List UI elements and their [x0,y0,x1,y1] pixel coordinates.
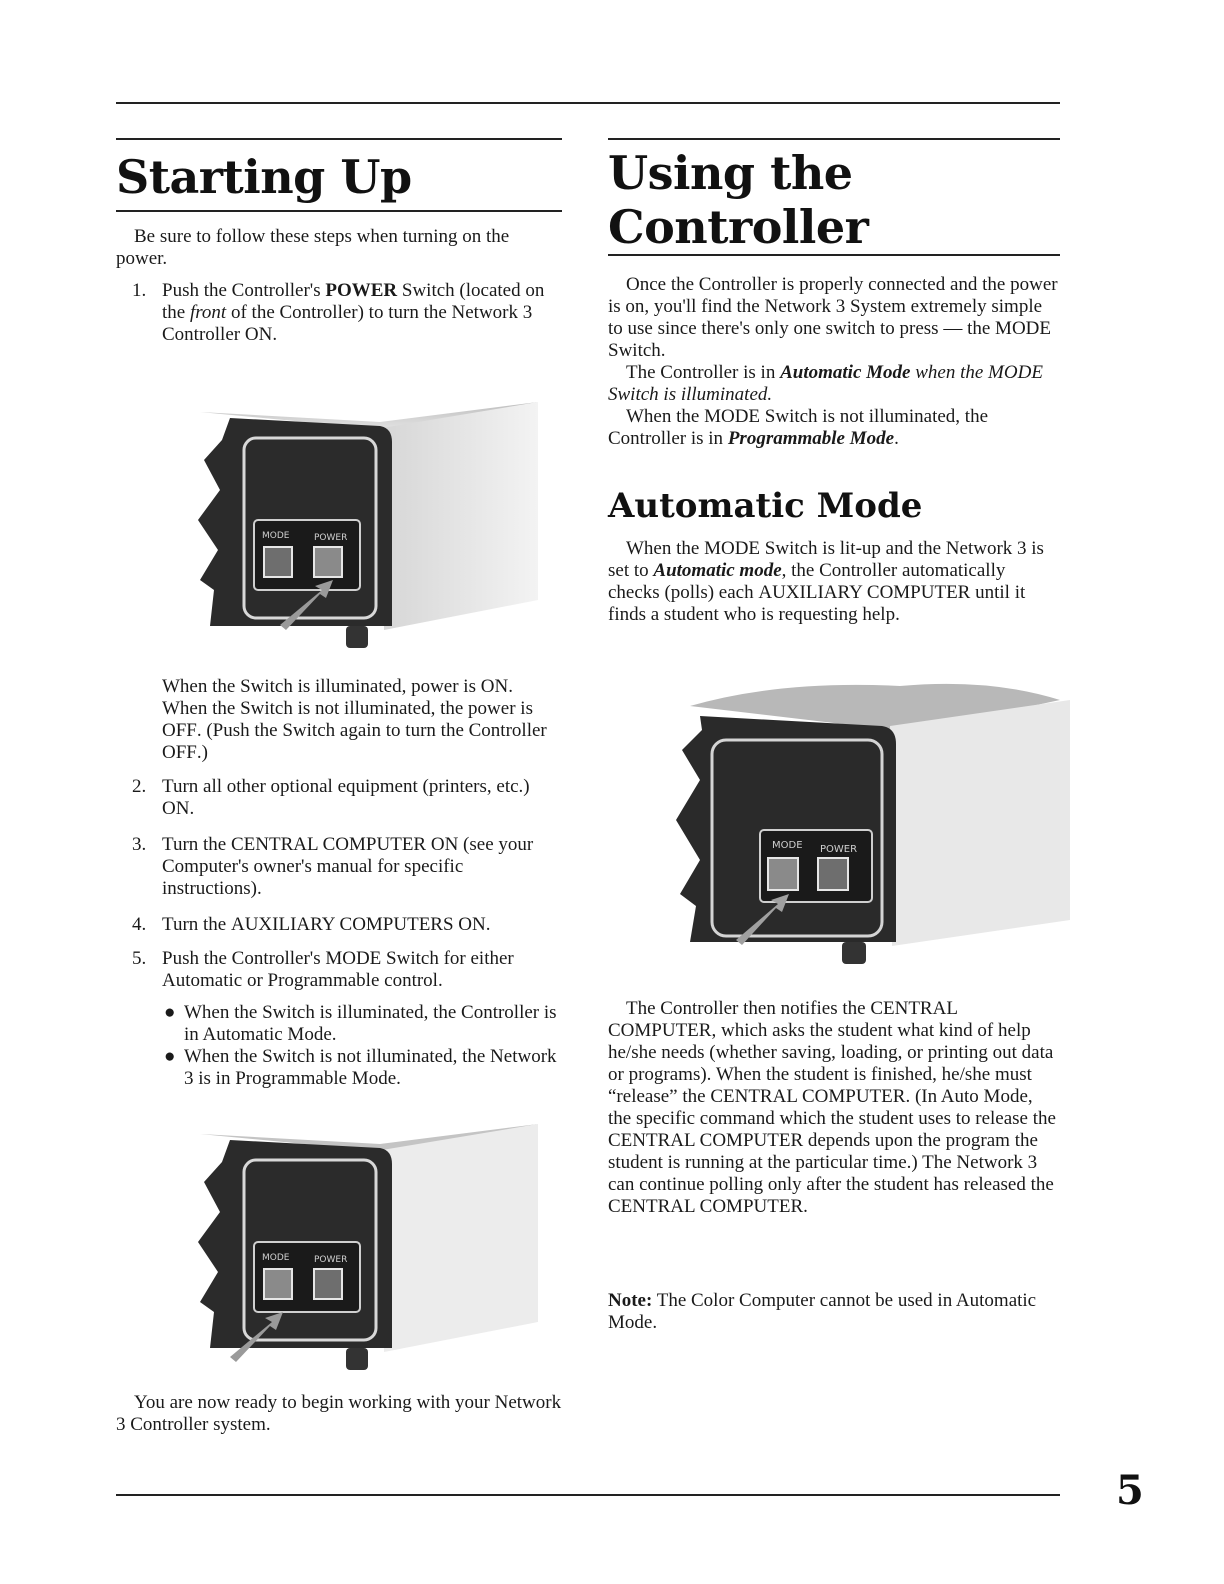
using-controller-body [608,274,1060,450]
starting-up-title: Starting Up [116,150,412,204]
top-rule [116,102,1060,104]
power-label-2: POWER [314,1255,348,1265]
using-controller-title: Using the Controller [608,146,869,254]
bottom-rule [116,1494,1060,1496]
step-5: 5. Push the Controller's MODE Switch for either Automatic or Programmable control. [132,948,514,991]
automatic-p1: When the MODE Switch is lit-up and the Network 3 is set to Automatic mode, the Controller automatically checks (polls) each AUXILIARY COMPUTER until it finds a student who is requesting help. [608,538,1044,625]
closing-text: You are now ready to begin working with your Network 3 Controller system. [116,1392,562,1435]
page-number: 5 [1116,1467,1144,1514]
using-p2: The Controller is in Automatic Mode when the MODE Switch is illuminated. [608,362,1043,405]
power-switch-2 [314,1269,342,1299]
mode-switch-1 [264,547,292,577]
power-keyword: POWER [325,280,398,301]
mode-bullets [116,1002,562,1090]
power-switch-3 [818,858,848,890]
controller-photo-2 [170,1112,550,1382]
mode-label-1: MODE [262,531,290,541]
bullet-icon: ● [164,1046,176,1067]
right-heading-bottom-rule [608,254,1060,256]
left-heading-top-rule [116,138,562,140]
bullet-programmable: ● When the Switch is not illuminated, the Network 3 is in Programmable Mode. [164,1046,557,1089]
mode-label-3: MODE [772,840,803,851]
left-heading-bottom-rule [116,210,562,212]
power-switch-1 [314,547,342,577]
right-heading-top-rule [608,138,1060,140]
controller-photo-1 [170,390,550,660]
note-label: Note: [608,1290,653,1311]
bullet-icon: ● [164,1002,176,1023]
power-label-3: POWER [820,844,858,855]
starting-up-intro: Be sure to follow these steps when turning on the power. [116,226,510,269]
step-1: 1. Push the Controller's POWER Switch (located on the front of the Controller) to turn the Network 3 Controller ON. [132,280,545,345]
automatic-mode-title: Automatic Mode [608,486,923,526]
after-step-1-text: When the Switch is illuminated, power is ON. When the Switch is not illuminated, the power is OFF. (Push the Switch again to turn the Controller OFF.) [162,676,547,763]
using-p3: When the MODE Switch is not illuminated, the Controller is in Programmable Mode. [608,406,989,449]
step-1-number: 1. [132,280,147,301]
step-4: 4. Turn the AUXILIARY COMPUTERS ON. [132,914,491,935]
mode-switch-2 [264,1269,292,1299]
automatic-p2: The Controller then notifies the CENTRAL COMPUTER, which asks the student what kind of help he/she needs (whether saving, loading, or printing out data or programs). When the student is finished, he/she must “release” the CENTRAL COMPUTER. (In Auto Mode, the specific command which the student uses to release the CENTRAL COMPUTER depends upon the program the student is running at the particular time.) The Network 3 can continue polling only after the student has released the CENTRAL COMPUTER. [608,998,1056,1217]
note: Note: The Color Computer cannot be used in Automatic Mode. [608,1290,1037,1333]
power-label-1: POWER [314,533,348,543]
mode-switch-3 [768,858,798,890]
mode-label-2: MODE [262,1253,290,1263]
controller-photo-3 [660,670,1080,970]
step-2: 2. Turn all other optional equipment (printers, etc.) ON. [132,776,530,819]
using-p1: Once the Controller is properly connected and the power is on, you'll find the Network 3 System extremely simple to use since there's only one switch to press — the MODE Switch. [608,274,1058,361]
step-3: 3. Turn the CENTRAL COMPUTER ON (see your Computer's owner's manual for specific instructions). [132,834,534,899]
bullet-automatic: ● When the Switch is illuminated, the Controller is in Automatic Mode. [164,1002,557,1045]
